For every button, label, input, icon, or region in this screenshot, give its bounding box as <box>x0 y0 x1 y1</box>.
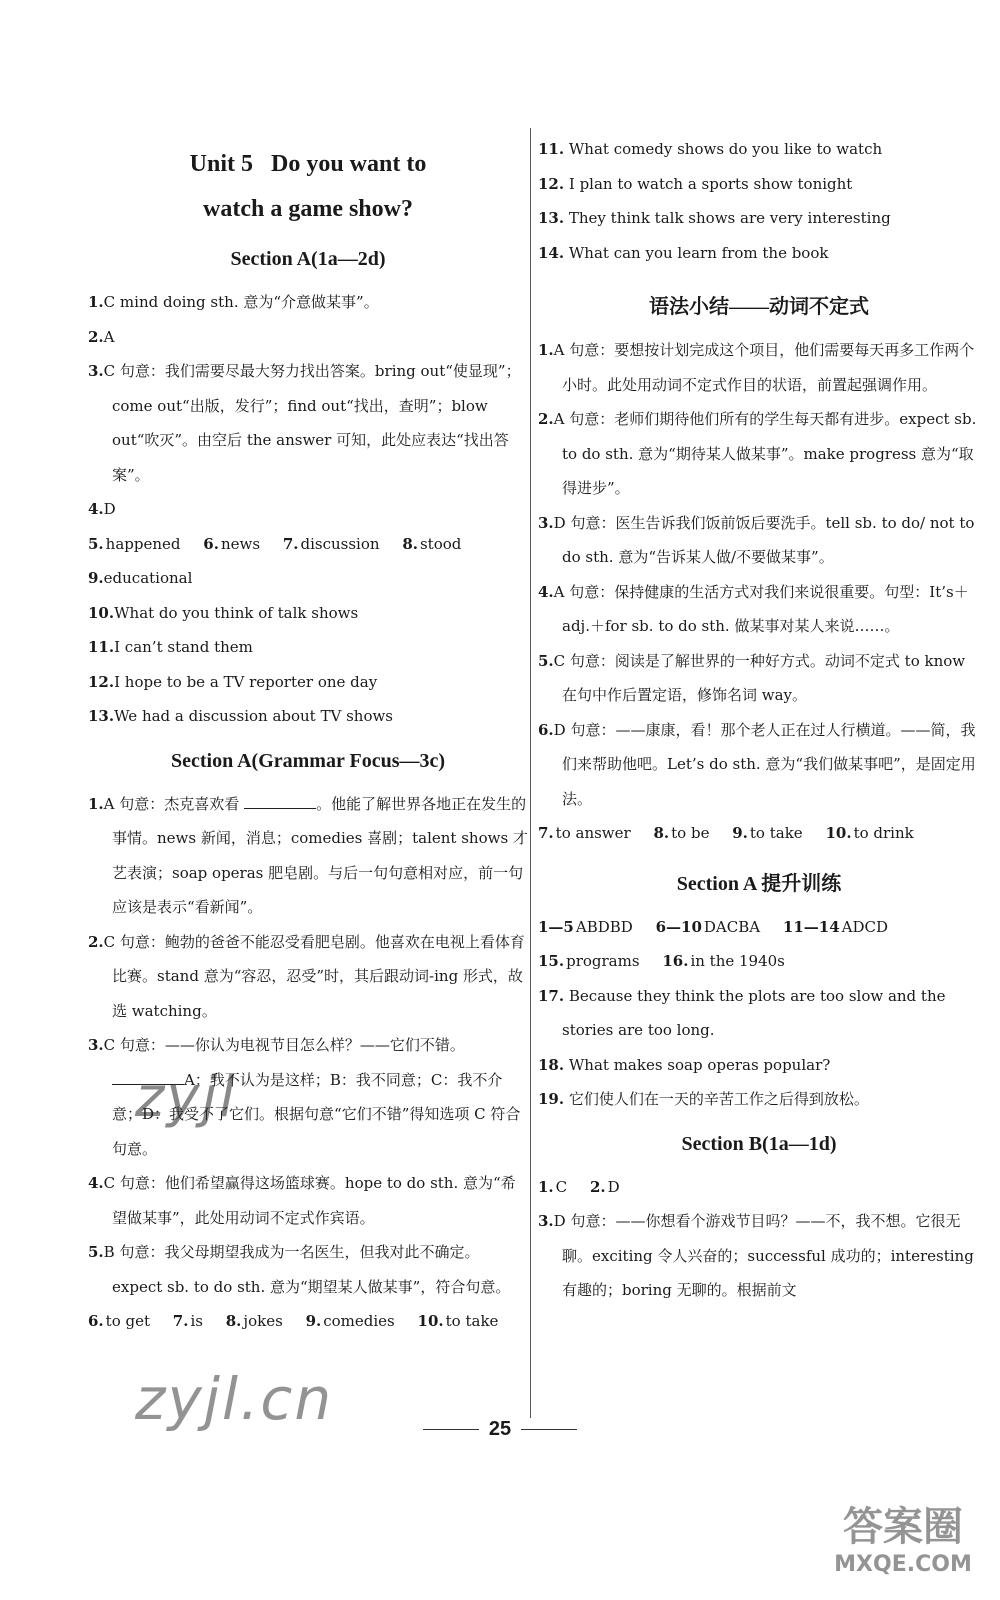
section-title: Section A(Grammar Focus—3c) <box>170 749 446 772</box>
answer-row: 1—5 ABDBD 6—10 DACBA 11—14 ADCD <box>538 917 889 936</box>
answer-row: 15. programs 16. in the 1940s <box>538 952 785 970</box>
answer-item: 1.A 句意：杰克喜欢看 。他能了解世界各地正在发生的事情。news 新闻，消息；comedies 喜剧；talent shows 才艺表演；soap operas 肥皂剧。与后一句句意相对应，前一句应该是表示“看新闻”。 <box>88 794 528 916</box>
answer-item: 3.D 句意：医生告诉我们饭前饭后要洗手。tell sb. to do/ not to do sth. 意为“告诉某人做/不要做某事”。 <box>538 513 975 566</box>
answer-item: 3.C 句意：我们需要尽最大努力找出答案。bring out“使显现”；come out“出版，发行”；find out“找出，查明”；blow out“吹灭”。由空后 the answer 可知，此处应表达“找出答案”。 <box>88 362 521 484</box>
answer-item: 19. 它们使人们在一天的辛苦工作之后得到放松。 <box>538 1090 869 1108</box>
section-title: Section B(1a—1d) <box>681 1132 837 1155</box>
answer-row: 7. to answer 8. to be 9. to take 10. to drink <box>538 824 914 842</box>
answer-item: 2.A 句意：老师们期待他们所有的学生每天都有进步。expect sb. to do sth. 意为“期待某人做某事”。make progress 意为“取得进步”。 <box>538 410 977 497</box>
answer-item: 14. What can you learn from the book <box>538 243 829 262</box>
answer-item: 4.A 句意：保持健康的生活方式对我们来说很重要。句型：It’s＋adj.＋for sb. to do sth. 做某事对某人来说……。 <box>538 582 969 635</box>
unit-title-line2: watch a game show? <box>203 196 413 222</box>
unit-title-line1: Unit 5 Do you want to <box>189 151 427 177</box>
answer-item: 10.What do you think of talk shows <box>88 603 359 622</box>
answer-row: 1. C 2. D <box>538 1177 620 1196</box>
answer-item: 3.D 句意：——你想看个游戏节目吗？——不，我不想。它很无聊。exciting 令人兴奋的；successful 成功的；interesting 有趣的；boring 无聊的。根据前文 <box>538 1212 974 1299</box>
page-number-rule-left <box>423 1429 479 1430</box>
answer-item: 4.C 句意：他们希望赢得这场篮球赛。hope to do sth. 意为“希望做某事”，此处用动词不定式作宾语。 <box>88 1174 516 1227</box>
watermark-zyjl-cn: zyjl.cn <box>135 1365 334 1433</box>
section-title: Section A(1a—2d) <box>230 248 386 270</box>
section-title: 语法小结——动词不定式 <box>649 296 869 318</box>
left-column <box>88 130 528 1339</box>
answer-item: 12.I hope to be a TV reporter one day <box>88 672 378 691</box>
answer-item: 9.educational <box>88 569 193 587</box>
answer-item: 18. What makes soap operas popular? <box>538 1055 831 1074</box>
answer-item: 11.I can’t stand them <box>88 638 253 656</box>
watermark-mxqe: 答案圈 MXQE.COM <box>834 1504 972 1577</box>
right-column <box>538 132 980 1308</box>
answer-item: 6.D 句意：——康康，看！那个老人正在过人行横道。——简，我们来帮助他吧。Let’s do sth. 意为“我们做某事吧”，是固定用法。 <box>538 720 976 808</box>
answer-item: 13. They think talk shows are very interesting <box>538 209 891 227</box>
answer-item: 12. I plan to watch a sports show tonight <box>538 174 853 193</box>
answer-item: 5.B 句意：我父母期望我成为一名医生，但我对此不确定。expect sb. to do sth. 意为“期望某人做某事”，符合句意。 <box>88 1243 511 1296</box>
answer-row: 6. to get 7. is 8. jokes 9. comedies 10. to take <box>88 1312 499 1330</box>
answer-item: 13.We had a discussion about TV shows <box>88 707 394 725</box>
page-number: 25 <box>0 1418 1000 1441</box>
answer-item: 3.C 句意：——你认为电视节目怎么样？——它们不错。A：我不认为是这样；B：我不同意；C：我不介意；D：我受不了它们。根据句意“它们不错”得知选项 C 符合句意。 <box>88 1036 521 1158</box>
unit-title <box>88 142 528 232</box>
answer-blank <box>244 794 316 809</box>
watermark-zyjl: zyjl <box>135 1065 237 1130</box>
answer-item: 1.A 句意：要想按计划完成这个项目，他们需要每天再多工作两个小时。此处用动词不定式作目的状语，前置起强调作用。 <box>538 341 975 394</box>
column-divider <box>530 128 531 1418</box>
answer-item: 2.A <box>88 327 115 346</box>
section-title: Section A 提升训练 <box>676 872 842 895</box>
answer-item: 2.C 句意：鲍勃的爸爸不能忍受看肥皂剧。他喜欢在电视上看体育比赛。stand 意为“容忍，忍受”时，其后跟动词-ing 形式，故选 watching。 <box>88 932 525 1020</box>
answer-item: 1.C mind doing sth. 意为“介意做某事”。 <box>88 293 379 311</box>
page-number-rule-right <box>521 1429 577 1430</box>
answer-item: 17. Because they think the plots are too slow and the stories are too long. <box>538 986 946 1039</box>
answer-row: 5. happened 6. news 7. discussion 8. stood <box>88 534 462 553</box>
answer-item: 11. What comedy shows do you like to watch <box>538 140 883 158</box>
answer-item: 4.D <box>88 500 116 518</box>
answer-item: 5.C 句意：阅读是了解世界的一种好方式。动词不定式 to know 在句中作后置定语，修饰名词 way。 <box>538 651 966 704</box>
